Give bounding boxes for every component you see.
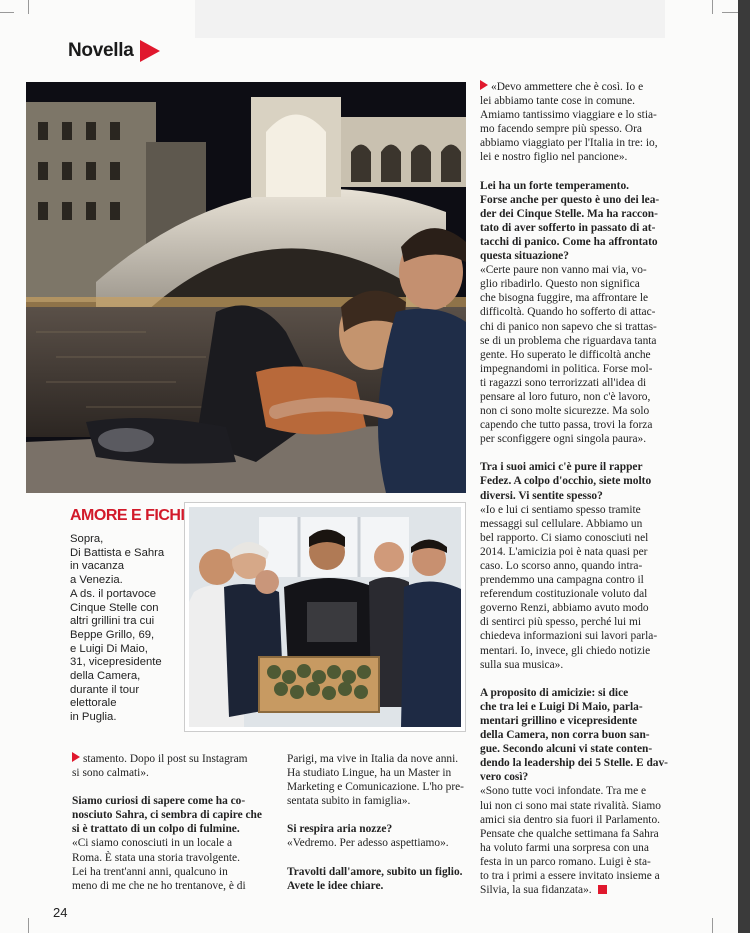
text-line: abbiamo viaggiato per l'Italia in tre: io, [480, 137, 658, 150]
text-line: chiedeva informazioni sui lavori parla- [480, 630, 658, 643]
text-line: della Camera, non corra buon san- [480, 729, 650, 742]
text-line: festa in un parco romano. Luigi è sta- [480, 855, 651, 868]
side-photo-illustration [189, 507, 461, 727]
text-line: der dei Cinque Stelle. Ma ha raccon- [480, 207, 658, 220]
column-bottom-middle [287, 752, 467, 893]
text-line: Forse anche per questo è uno dei lea- [480, 193, 660, 206]
text-line: Avete le idee chiare. [287, 879, 384, 892]
crop-mark [28, 0, 29, 14]
text-line: che bisogna fuggire, ma affrontare le [480, 292, 649, 305]
text-line: pensare al loro futuro, non c'è lavoro, [480, 390, 651, 403]
question-paragraph [287, 865, 467, 893]
text-line: to tra i primi a essere invitato insieme a [480, 869, 660, 882]
answer-paragraph [480, 503, 675, 672]
text-line: 2014. L'amicizia poi è nata quasi per [480, 545, 648, 558]
question-paragraph [480, 686, 675, 785]
text-line: mentari. Io, invece, gli chiedo notizie [480, 644, 651, 657]
caption-line: Beppe Grillo, 69, [70, 628, 155, 641]
text-line: ha voluto farmi una sorpresa con una [480, 841, 649, 854]
caption-line: a Venezia. [70, 574, 123, 587]
brand-name: Novella [68, 40, 134, 61]
text-line: «Certe paure non vanno mai via, vo- [480, 264, 647, 277]
text-line: Ha studiato Lingue, ha un Master in [287, 767, 452, 780]
text-line: diversi. Vi sentite spesso? [480, 489, 603, 502]
caption-line: in Puglia. [70, 711, 117, 724]
text-line: Roma. È stata una storia travolgente. [72, 851, 240, 864]
text-line: meno di me che ne ho trentanove, è di [72, 879, 246, 892]
question-paragraph [480, 460, 675, 502]
page-spine [738, 0, 750, 933]
text-line: se di un problema che riguardava tanta [480, 334, 657, 347]
text-line: referendum costituzionale voluto dal [480, 588, 648, 601]
brand-header [68, 40, 160, 62]
continuation-arrow-icon [72, 752, 80, 762]
caption-line: durante il tour [70, 683, 140, 696]
answer-paragraph [72, 836, 268, 892]
text-line: si sono calmati». [72, 767, 149, 780]
crop-mark [0, 12, 14, 13]
text-line: Travolti dall'amore, subito un figlio. [287, 865, 463, 878]
text-line: stamento. Dopo il post su Instagram [83, 753, 248, 765]
text-line: ti ragazzi sono terrorizzati all'idea di [480, 376, 647, 389]
text-line: Marketing e Comunicazione. L'ho pre- [287, 781, 464, 794]
text-line: lui non ci sono mai state rivalità. Siamo [480, 799, 661, 812]
text-line: governo Renzi, abbiamo avuto modo [480, 602, 649, 615]
answer-paragraph [480, 263, 675, 446]
text-line: non ci sono molte sicurezze. Ma solo [480, 405, 650, 418]
text-line: capendo che tutto passa, trovi la forza [480, 419, 653, 432]
text-line: amici sia dentro sia fuori il Parlamento. [480, 813, 660, 826]
text-line: bel rapporto. Ci siamo conosciuti nel [480, 531, 649, 544]
text-line: Si respira aria nozze? [287, 823, 393, 836]
text-line: lei abbiamo tante cose in comune. [480, 95, 635, 108]
text-line: difficoltà. Quando ho sofferto di attac- [480, 306, 656, 319]
column-right [480, 80, 675, 897]
crop-mark [28, 918, 29, 933]
text-line: Silvia, la sua fidanzata». [480, 884, 592, 897]
caption-line: Sopra, [70, 533, 104, 545]
side-photo [185, 503, 465, 731]
sidebar-caption [70, 533, 182, 725]
text-line: dendo la leadership dei 5 Stelle. E dav- [480, 757, 668, 770]
text-line: prendemmo una campagna contro il [480, 574, 644, 587]
caption-line: della Camera, [70, 670, 141, 683]
caption-line: A ds. il portavoce [70, 587, 157, 600]
top-strip [195, 0, 665, 38]
continuation-arrow-icon [480, 80, 488, 90]
text-line: «Io e lui ci sentiamo spesso tramite [480, 503, 641, 516]
text-line: tacchi di panico. Come ha affrontato [480, 235, 658, 248]
text-line: caso. Lo scorso anno, quando intra- [480, 560, 643, 572]
answer-paragraph [72, 752, 268, 780]
text-line: mo facendo sempre più spesso. Ora [480, 123, 642, 136]
answer-paragraph [287, 752, 467, 808]
sidebar-box [70, 503, 465, 731]
text-line: tato di aver sofferto in passato di at- [480, 221, 656, 234]
text-line: chi di panico non sapevo che si trattas- [480, 320, 657, 333]
text-line: vero così? [480, 771, 529, 784]
text-line: gue. Secondo alcuni vi state conten- [480, 743, 653, 756]
answer-paragraph [480, 80, 675, 165]
text-line: questa situazione? [480, 250, 569, 263]
question-paragraph [480, 179, 675, 264]
main-photo [26, 82, 466, 493]
text-line: nosciuto Sahra, ci sembra di capire che [72, 809, 262, 822]
sidebar-title: AMORE E FICHI [70, 507, 185, 524]
text-line: si è trattato di un colpo di fulmine. [72, 823, 240, 836]
caption-line: Cinque Stelle con [70, 601, 159, 614]
text-line: gente. Ho superato le difficoltà anche [480, 348, 651, 361]
text-line: Pensate che qualche settimana fa Sahra [480, 827, 659, 840]
question-paragraph [72, 794, 268, 836]
text-line: «Ci siamo conosciuti in un locale a [72, 837, 233, 850]
side-photo-frame [189, 507, 461, 727]
brand-arrow-icon [140, 40, 160, 62]
text-line: Parigi, ma vive in Italia da nove anni. [287, 753, 459, 765]
question-paragraph [287, 822, 467, 836]
main-photo-illustration [26, 82, 466, 493]
text-line: sentata subito in famiglia». [287, 795, 411, 808]
text-line: Fedez. A colpo d'occhio, siete molto [480, 475, 652, 488]
text-line: che tra lei e Luigi Di Maio, parla- [480, 700, 643, 713]
caption-line: in vacanza [70, 560, 125, 573]
crop-mark [712, 918, 713, 933]
text-line: Lei ha trent'anni anni, qualcuno in [72, 865, 228, 878]
caption-line: elettorale [70, 697, 117, 710]
caption-line: 31, vicepresidente [70, 656, 162, 669]
text-line: impegnandomi in politica. Forse mol- [480, 362, 653, 375]
text-line: «Sono tutte voci infondate. Tra me e [480, 785, 647, 798]
caption-line: Di Battista e Sahra [70, 546, 165, 559]
text-line: A proposito di amicizie: si dice [480, 686, 629, 699]
text-line: per sconfiggere ogni singola paura». [480, 433, 647, 446]
text-line: Amiamo tantissimo viaggiare e lo stia- [480, 109, 657, 122]
text-line: mentari grillino e vicepresidente [480, 714, 638, 727]
answer-paragraph [480, 784, 675, 897]
crop-mark [722, 12, 738, 13]
text-line: Siamo curiosi di sapere come ha co- [72, 795, 246, 808]
end-mark-icon [598, 885, 607, 894]
text-line: Tra i suoi amici c'è pure il rapper [480, 461, 643, 474]
text-line: «Vedremo. Per adesso aspettiamo». [287, 837, 449, 850]
text-line: lei e nostro figlio nel pancione». [480, 151, 628, 164]
page-number: 24 [53, 905, 68, 920]
text-line: Lei ha un forte temperamento. [480, 179, 629, 192]
column-bottom-left [72, 752, 268, 893]
text-line: glio ribadirlo. Questo non significa [480, 278, 640, 291]
text-line: «Devo ammettere che è così. Io e [491, 81, 644, 93]
text-line: messaggi sul cellulare. Abbiamo un [480, 517, 643, 530]
answer-paragraph [287, 836, 467, 850]
text-line: sulla sua musica». [480, 658, 564, 671]
text-line: di sentirci più spesso, perché lui mi [480, 616, 642, 629]
caption-line: altri grillini tra cui [70, 615, 155, 628]
crop-mark [712, 0, 713, 14]
caption-line: e Luigi Di Maio, [70, 642, 148, 655]
